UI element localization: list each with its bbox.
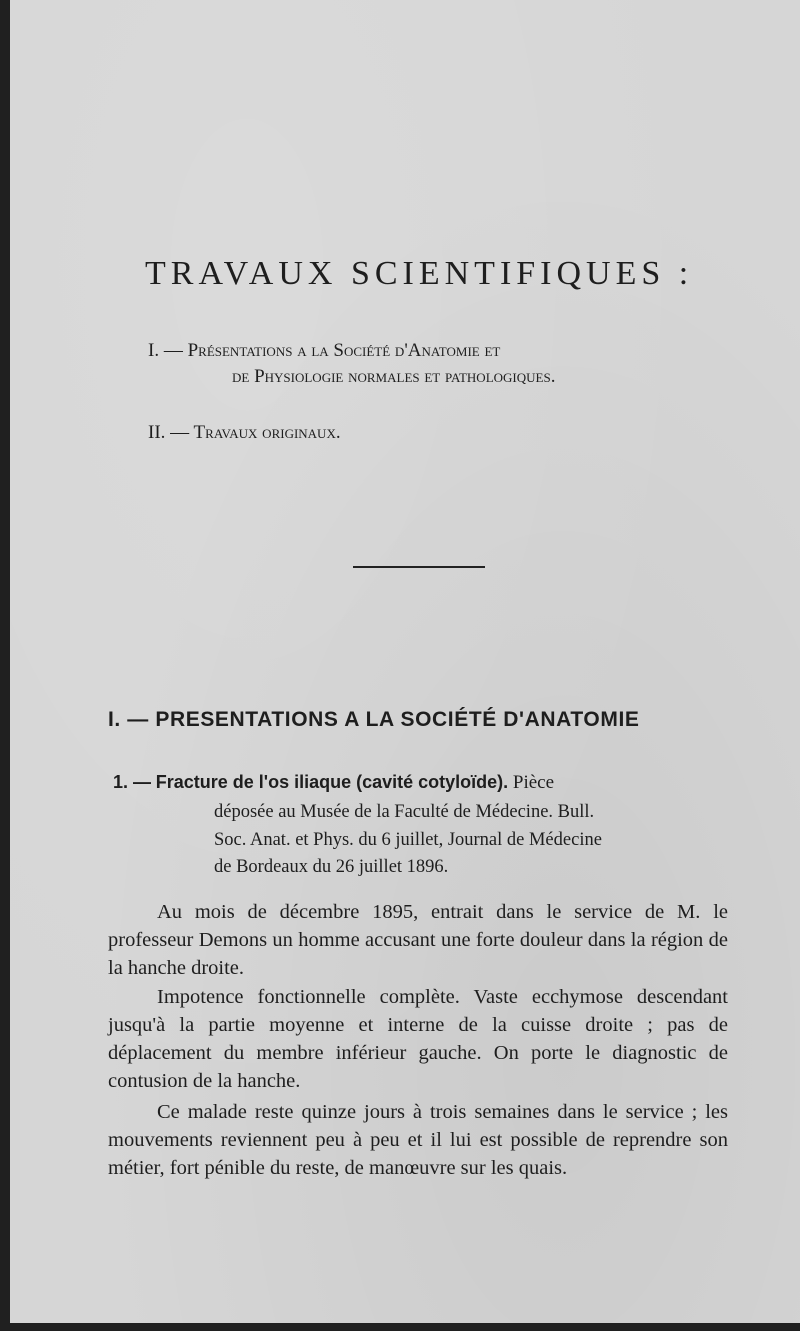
paragraph-text: Au mois de décembre 1895, entrait dans le service de M. le professeur Demons un homme accusant une forte douleur dans la région de la hanche droite.	[108, 901, 728, 979]
paragraph-3	[108, 1098, 728, 1182]
entry-title-line	[113, 772, 554, 794]
book-page	[10, 0, 800, 1323]
divider-rule	[353, 566, 485, 568]
entry-reference-line-2: Soc. Anat. et Phys. du 6 juillet, Journal de Médecine	[214, 830, 602, 850]
paragraph-1	[108, 898, 728, 982]
contents-item-2: II. — Travaux originaux.	[148, 422, 341, 443]
entry-reference-line-1: déposée au Musée de la Faculté de Médecine. Bull.	[214, 802, 595, 822]
paragraph-2	[108, 983, 728, 1095]
section-heading: I. — PRESENTATIONS A LA SOCIÉTÉ D'ANATOMIE	[108, 708, 640, 731]
contents-item-1: I. — Présentations a la Société d'Anatomie et	[148, 340, 501, 361]
entry-reference-line-3: de Bordeaux du 26 juillet 1896.	[214, 857, 449, 877]
paragraph-text: Impotence fonctionnelle complète. Vaste ecchymose descendant jusqu'à la partie moyenne et interne de la cuisse droite ; pas de déplacement du membre inférieur gauche. On porte le diagnostic de contusion de la hanche.	[108, 986, 728, 1092]
entry-title-tail: Pièce	[512, 772, 555, 793]
page-title: TRAVAUX SCIENTIFIQUES :	[145, 255, 694, 292]
entry-number: 1. —	[113, 772, 152, 792]
entry-title: Fracture de l'os iliaque (cavité cotyloïde).	[155, 772, 509, 792]
contents-item-1-continued: de Physiologie normales et pathologiques.	[232, 366, 556, 387]
paragraph-text: Ce malade reste quinze jours à trois semaines dans le service ; les mouvements reviennent peu à peu et il lui est possible de reprendre son métier, fort pénible du reste, de manœuvre sur les quais.	[108, 1101, 728, 1179]
